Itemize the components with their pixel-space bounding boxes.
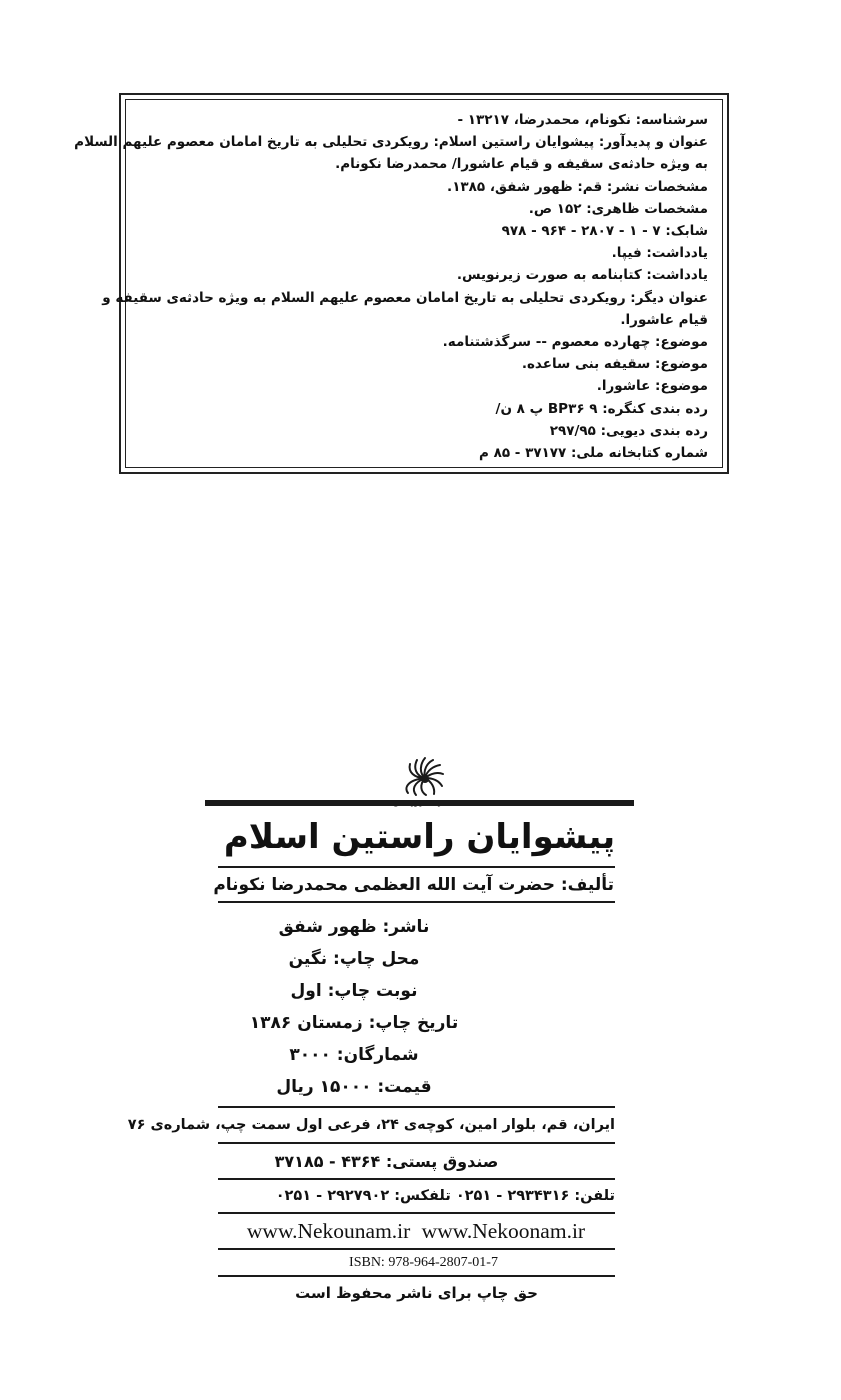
cataloging-line: موضوع: عاشورا. — [596, 378, 708, 395]
cataloging-line: سرشناسه: نکونام، محمدرضا، ۱۳۲۱۷ - — [457, 112, 708, 128]
cataloging-line: عنوان و پدیدآور: پیشوایان راستین اسلام: رویکردی تحلیلی به تاریخ امامان معصوم علیهم السلام — [74, 134, 708, 151]
isbn-line: ISBN: 978-964-2807-01-7 — [349, 1255, 498, 1270]
cataloging-inner-frame — [74, 99, 723, 468]
divider — [218, 866, 615, 868]
edition-line: نوبت چاپ: اول — [290, 981, 418, 1001]
cataloging-line: شابک: ۷ - ۱ - ۲۸۰۷ - ۹۶۴ - ۹۷۸ — [501, 223, 708, 240]
cataloging-line: موضوع: چهارده معصوم -- سرگذشتنامه. — [442, 334, 708, 351]
divider — [218, 1248, 615, 1250]
book-title: پیشوایان راستین اسلام — [223, 817, 616, 857]
book-author: تألیف: حضرت آیت الله العظمی محمدرضا نکونام — [213, 875, 614, 895]
divider — [218, 1178, 615, 1180]
divider — [218, 1106, 615, 1108]
title-top-rule — [205, 800, 634, 806]
website-links: www.Nekounam.ir www.Nekoonam.ir — [246, 1219, 586, 1243]
cataloging-line: رده بندی کنگره: BP۳۶ ۹ پ ۸ ن/ — [495, 400, 708, 417]
cataloging-box — [74, 93, 729, 474]
cataloging-line: قیام عاشورا. — [620, 311, 708, 328]
copyright-notice: حق چاپ برای ناشر محفوظ است — [295, 1284, 538, 1302]
cataloging-line: مشخصات نشر: قم: ظهور شفق، ۱۳۸۵. — [447, 178, 708, 195]
phone-line: تلفن: ۲۹۳۴۳۱۶ - ۰۲۵۱ تلفکس: ۲۹۲۷۹۰۲ - ۰۲۵۱ — [275, 1188, 615, 1204]
print-date-line: تاریخ چاپ: زمستان ۱۳۸۶ — [249, 1013, 459, 1033]
cataloging-line: مشخصات ظاهری: ۱۵۲ ص. — [528, 200, 708, 217]
cataloging-line: شماره کتابخانه ملی: ۳۷۱۷۷ - ۸۵ م — [478, 445, 708, 462]
cataloging-line: رده بندی دیویی: ۲۹۷/۹۵ — [549, 422, 708, 439]
copies-line: شمارگان: ۳۰۰۰ — [289, 1045, 419, 1065]
cataloging-line: موضوع: سقیفه بنی ساعده. — [521, 356, 708, 373]
price-line: قیمت: ۱۵۰۰۰ ریال — [276, 1077, 432, 1097]
cataloging-line: یادداشت: کتابنامه به صورت زیرنویس. — [456, 267, 708, 284]
divider — [218, 1142, 615, 1144]
divider — [218, 901, 615, 903]
po-box-line: صندوق پستی: ۴۳۶۴ - ۳۷۱۸۵ — [274, 1152, 499, 1171]
cataloging-line: یادداشت: فیپا. — [611, 245, 708, 262]
address-line: ایران، قم، بلوار امین، کوچه‌ی ۲۴، فرعی اول سمت چپ، شماره‌ی ۷۶ — [127, 1117, 615, 1133]
cataloging-line: به ویژه حادثه‌ی سقیفه و قیام عاشورا/ محمدرضا نکونام. — [335, 156, 708, 173]
cataloging-line: عنوان دیگر: رویکردی تحلیلی به تاریخ امامان معصوم علیهم السلام به ویژه حادثه‌ی سقیفه و — [102, 289, 708, 306]
publication-details — [218, 911, 490, 1103]
publisher-line: ناشر: ظهور شفق — [278, 917, 430, 937]
divider — [218, 1212, 615, 1214]
print-place-line: محل چاپ: نگین — [288, 949, 420, 969]
divider — [218, 1275, 615, 1277]
